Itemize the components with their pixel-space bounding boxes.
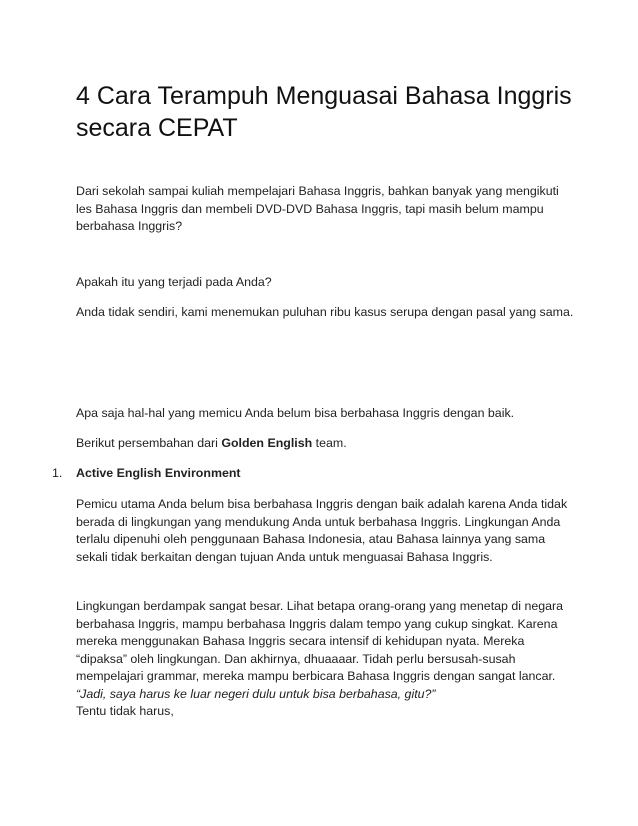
offering-prefix: Berikut persembahan dari bbox=[76, 436, 222, 450]
offering-brand: Golden English bbox=[221, 436, 313, 450]
list-item-number: 1. bbox=[52, 466, 63, 480]
list-item-heading: Active English Environment bbox=[76, 466, 241, 480]
page-title: 4 Cara Terampuh Menguasai Bahasa Inggris secara CEPAT bbox=[76, 82, 572, 142]
offering-suffix: team. bbox=[312, 436, 347, 450]
item1-paragraph-3: Tentu tidak harus, bbox=[76, 704, 174, 718]
intro-paragraph: Dari sekolah sampai kuliah mempelajari Bahasa Inggris, bahkan banyak yang mengikuti les Bahasa Inggris dan membeli DVD-DVD Bahasa Inggris, tapi masih belum mampu berbahasa Inggris? bbox=[76, 184, 559, 233]
question-paragraph: Apakah itu yang terjadi pada Anda? bbox=[76, 275, 272, 289]
not-alone-paragraph: Anda tidak sendiri, kami menemukan puluhan ribu kasus serupa dengan pasal yang sama. bbox=[76, 305, 574, 319]
item1-paragraph-1: Pemicu utama Anda belum bisa berbahasa Inggris dengan baik adalah karena Anda tidak berada di lingkungan yang mendukung Anda untuk berbahasa Inggris. Lingkungan Anda terlalu dipenuhi oleh penggunaan Bahasa Indonesia, atau Bahasa lainnya yang sama sekali tidak berkaitan dengan tujuan Anda untuk menguasai Bahasa Inggris. bbox=[76, 497, 568, 564]
item1-paragraph-2 bbox=[76, 598, 576, 703]
item1-quote: “Jadi, saya harus ke luar negeri dulu untuk bisa berbahasa, gitu?” bbox=[76, 686, 436, 701]
triggers-paragraph: Apa saja hal-hal yang memicu Anda belum bisa berbahasa Inggris dengan baik. bbox=[76, 406, 515, 420]
offering-paragraph bbox=[76, 435, 576, 453]
item1-paragraph-2-text: Lingkungan berdampak sangat besar. Lihat betapa orang-orang yang menetap di negara berbahasa Inggris, mampu berbahasa Inggris dalam tempo yang cukup singkat. Karena mereka menggunakan Bahasa Inggris secara intensif di kehidupan nyata. Mereka “dipaksa” oleh lingkungan. Dan akhirnya, dhuaaaar. Tidah perlu bersusah-susah mempelajari grammar, mereka mampu berbicara Bahasa Inggris dengan sangat lancar. bbox=[76, 599, 564, 683]
